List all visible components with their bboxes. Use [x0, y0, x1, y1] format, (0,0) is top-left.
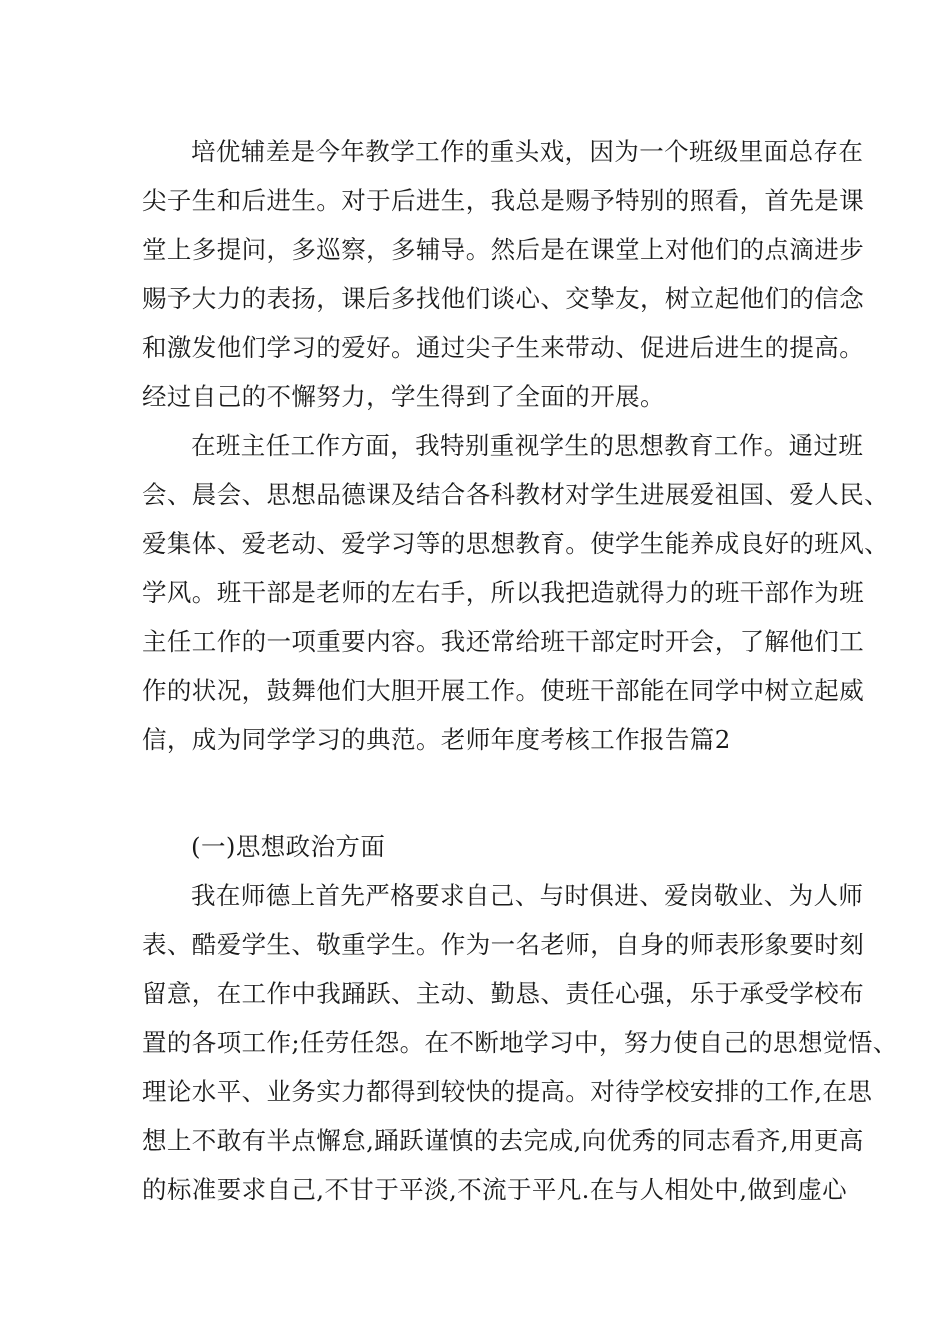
paragraph-3-line-3: 留意，在工作中我踊跃、主动、勤恳、责任心强，乐于承受学校布 [142, 979, 865, 1008]
paragraph-1-line-3: 堂上多提问，多巡察，多辅导。然后是在课堂上对他们的点滴进步 [142, 235, 865, 264]
paragraph-2-line-2: 会、晨会、思想品德课及结合各科教材对学生进展爱祖国、爱人民、 [142, 480, 889, 509]
paragraph-2-line-5: 主任工作的一项重要内容。我还常给班干部定时开会，了解他们工 [142, 627, 865, 656]
paragraph-3-line-7: 的标准要求自己,不甘于平淡,不流于平凡.在与人相处中,做到虚心 [142, 1175, 848, 1204]
paragraph-1-line-6: 经过自己的不懈努力，学生得到了全面的开展。 [142, 382, 665, 411]
paragraph-1-line-1: 培优辅差是今年教学工作的重头戏，因为一个班级里面总存在 [191, 137, 864, 166]
paragraph-3-line-1: 我在师德上首先严格要求自己、与时俱进、爱岗敬业、为人师 [191, 881, 864, 910]
paragraph-2-line-3: 爱集体、爱老动、爱学习等的思想教育。使学生能养成良好的班风、 [142, 529, 889, 558]
paragraph-3-line-5: 理论水平、业务实力都得到较快的提高。对待学校安排的工作,在思 [142, 1077, 873, 1106]
section-heading: (一)思想政治方面 [191, 832, 386, 861]
paragraph-3-line-2: 表、酷爱学生、敬重学生。作为一名老师，自身的师表形象要时刻 [142, 930, 865, 959]
paragraph-2-line-4: 学风。班干部是老师的左右手，所以我把造就得力的班干部作为班 [142, 578, 865, 607]
paragraph-3-line-4: 置的各项工作;任劳任怨。在不断地学习中，努力使自己的思想觉悟、 [142, 1028, 898, 1057]
paragraph-1-line-4: 赐予大力的表扬，课后多找他们谈心、交挚友，树立起他们的信念 [142, 284, 865, 313]
paragraph-2-line-7: 信，成为同学学习的典范。老师年度考核工作报告篇2 [142, 725, 731, 754]
paragraph-2-line-6: 作的状况，鼓舞他们大胆开展工作。使班干部能在同学中树立起威 [142, 676, 865, 705]
paragraph-3-line-6: 想上不敢有半点懈怠,踊跃谨慎的去完成,向优秀的同志看齐,用更高 [142, 1126, 864, 1155]
paragraph-1-line-2: 尖子生和后进生。对于后进生，我总是赐予特别的照看，首先是课 [142, 186, 865, 215]
paragraph-2-line-1: 在班主任工作方面，我特别重视学生的思想教育工作。通过班 [191, 431, 864, 460]
paragraph-1-line-5: 和激发他们学习的爱好。通过尖子生来带动、促进后进生的提高。 [142, 333, 865, 362]
